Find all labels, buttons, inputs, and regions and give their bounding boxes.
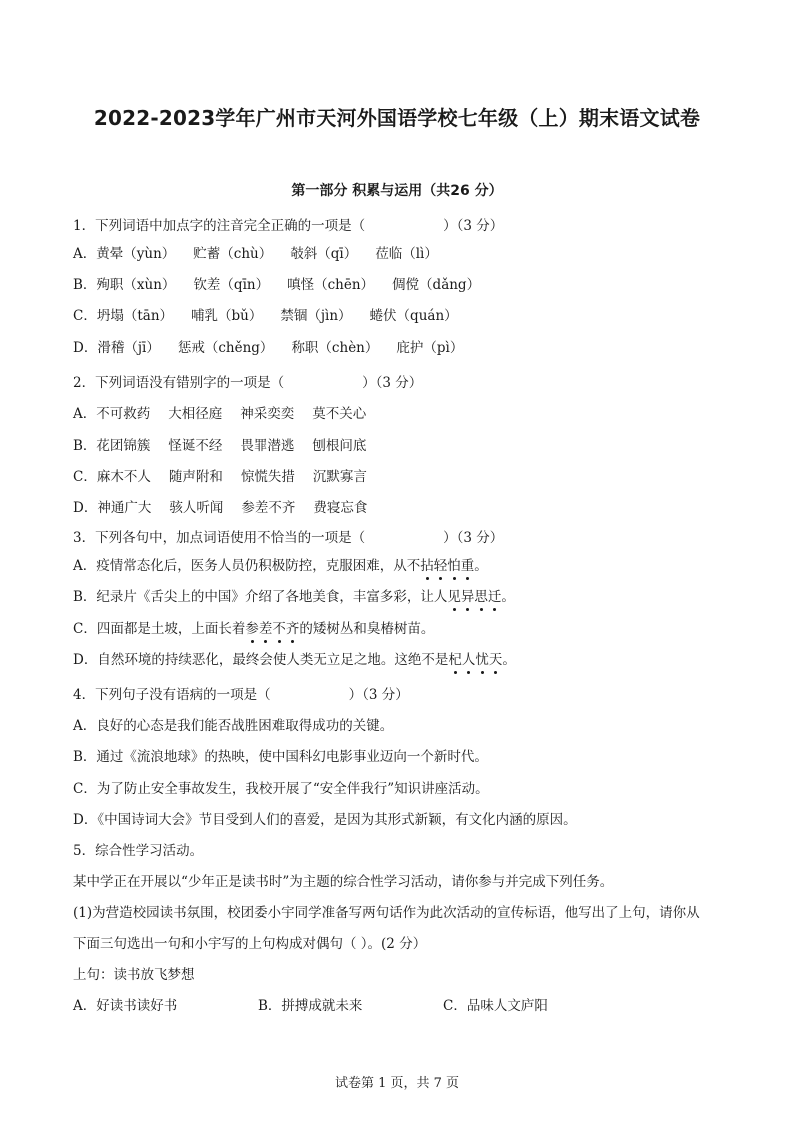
q4-stem: 4．下列句子没有语病的一项是（ ）（3 分） — [73, 687, 409, 703]
q2-option-c: C．麻木不人 随声附和 惊慌失措 沉默寡言 — [73, 469, 367, 485]
dotted-word — [420, 558, 474, 574]
dotted-char: 怕 — [447, 558, 461, 574]
q1-option-b: B．殉职（xùn） 钦差（qīn） 嗔怪（chēn） 倜傥（dǎng） — [73, 277, 481, 293]
dotted-char: 迁 — [487, 589, 502, 605]
q3-option-d: D．自然环境的持续恶化，最终会使人类无立足之地。这绝不是杞人忧天。 — [73, 652, 516, 668]
dotted-char: 天 — [488, 652, 503, 668]
section-heading: 第一部分 积累与运用（共26 分） — [291, 183, 503, 199]
dotted-char: 杞 — [448, 652, 462, 668]
dotted-char: 见 — [447, 589, 461, 605]
q1-option-a: A．黄晕（yùn） 贮蓄（chù） 攲斜（qī） 莅临（lì） — [73, 246, 438, 262]
dotted-char: 异 — [460, 589, 475, 605]
dotted-char: 忧 — [475, 652, 489, 668]
q4-option-d: D．《中国诗词大会》节目受到人们的喜爱，是因为其形式新颖，有文化内涵的原因。 — [73, 812, 577, 828]
q5-stem: 5．综合性学习活动。 — [73, 843, 204, 859]
dotted-word — [447, 589, 501, 605]
dotted-char: 重 — [460, 558, 475, 574]
dotted-char: 齐 — [285, 621, 300, 637]
q3-option-c: C．四面都是土坡，上面长着参差不齐的矮树丛和臭椿树苗。 — [73, 621, 435, 637]
q5-sub1-line2: 下面三句选出一句和小宇写的上句构成对偶句（ ）。(2 分） — [73, 936, 427, 952]
q5-upper-line: 上句：读书放飞梦想 — [73, 967, 195, 983]
q5-sub1-line1: (1)为营造校园读书氛围，校团委小宇同学准备写两句话作为此次活动的宣传标语，他写出了上句，请你从 — [73, 905, 700, 921]
dotted-char: 轻 — [433, 558, 448, 574]
q3-stem: 3．下列各句中，加点词语使用不恰当的一项是（ ）（3 分） — [73, 530, 504, 546]
q1-option-d: D．滑稽（jī） 惩戒（chěng） 称职（chèn） 庇护（pì） — [73, 340, 464, 356]
dotted-word — [448, 652, 502, 668]
q4-option-a: A．良好的心态是我们能否战胜困难取得成功的关键。 — [73, 718, 394, 734]
dotted-word — [245, 621, 299, 637]
q4-option-b: B．通过《流浪地球》的热映，使中国科幻电影事业迈向一个新时代。 — [73, 749, 488, 765]
dotted-char: 思 — [474, 589, 488, 605]
q3-option-b: B．纪录片《舌尖上的中国》介绍了各地美食，丰富多彩，让人见异思迁。 — [73, 589, 515, 605]
dotted-char: 人 — [461, 652, 476, 668]
q2-stem: 2．下列词语没有错别字的一项是（ ）（3 分） — [73, 375, 423, 391]
q2-option-a: A．不可救药 大相径庭 神采奕奕 莫不关心 — [73, 406, 367, 422]
q1-stem: 1．下列词语中加点字的注音完全正确的一项是（ ）（3 分） — [73, 218, 504, 234]
dotted-char: 拈 — [420, 558, 434, 574]
dotted-char: 参 — [245, 621, 259, 637]
dotted-char: 差 — [258, 621, 273, 637]
q5-choice-a: A．好读书读好书 — [73, 998, 178, 1014]
q5-intro: 某中学正在开展以“少年正是读书时”为主题的综合性学习活动，请你参与并完成下列任务。 — [73, 874, 614, 890]
q2-option-b: B．花团锦簇 怪诞不经 畏罪潜逃 刨根问底 — [73, 438, 367, 454]
q4-option-c: C．为了防止安全事故发生，我校开展了“安全伴我行”知识讲座活动。 — [73, 781, 489, 797]
q5-choice-b: B．拼搏成就未来 — [258, 998, 363, 1014]
page-footer: 试卷第 1 页，共 7 页 — [334, 1076, 460, 1091]
q1-option-c: C．坍塌（tān） 哺乳（bǔ） 禁锢（jìn） 蜷伏（quán） — [73, 308, 458, 324]
dotted-char: 不 — [272, 621, 286, 637]
q3-option-a: A．疫情常态化后，医务人员仍积极防控，克服困难，从不拈轻怕重。 — [73, 558, 488, 574]
q5-choices — [73, 996, 548, 1018]
exam-title: 2022-2023学年广州市天河外国语学校七年级（上）期末语文试卷 — [93, 106, 701, 130]
q2-option-d: D．神通广大 骇人听闻 参差不齐 费寝忘食 — [73, 500, 368, 516]
q5-choice-c: C．品味人文庐阳 — [443, 998, 548, 1014]
